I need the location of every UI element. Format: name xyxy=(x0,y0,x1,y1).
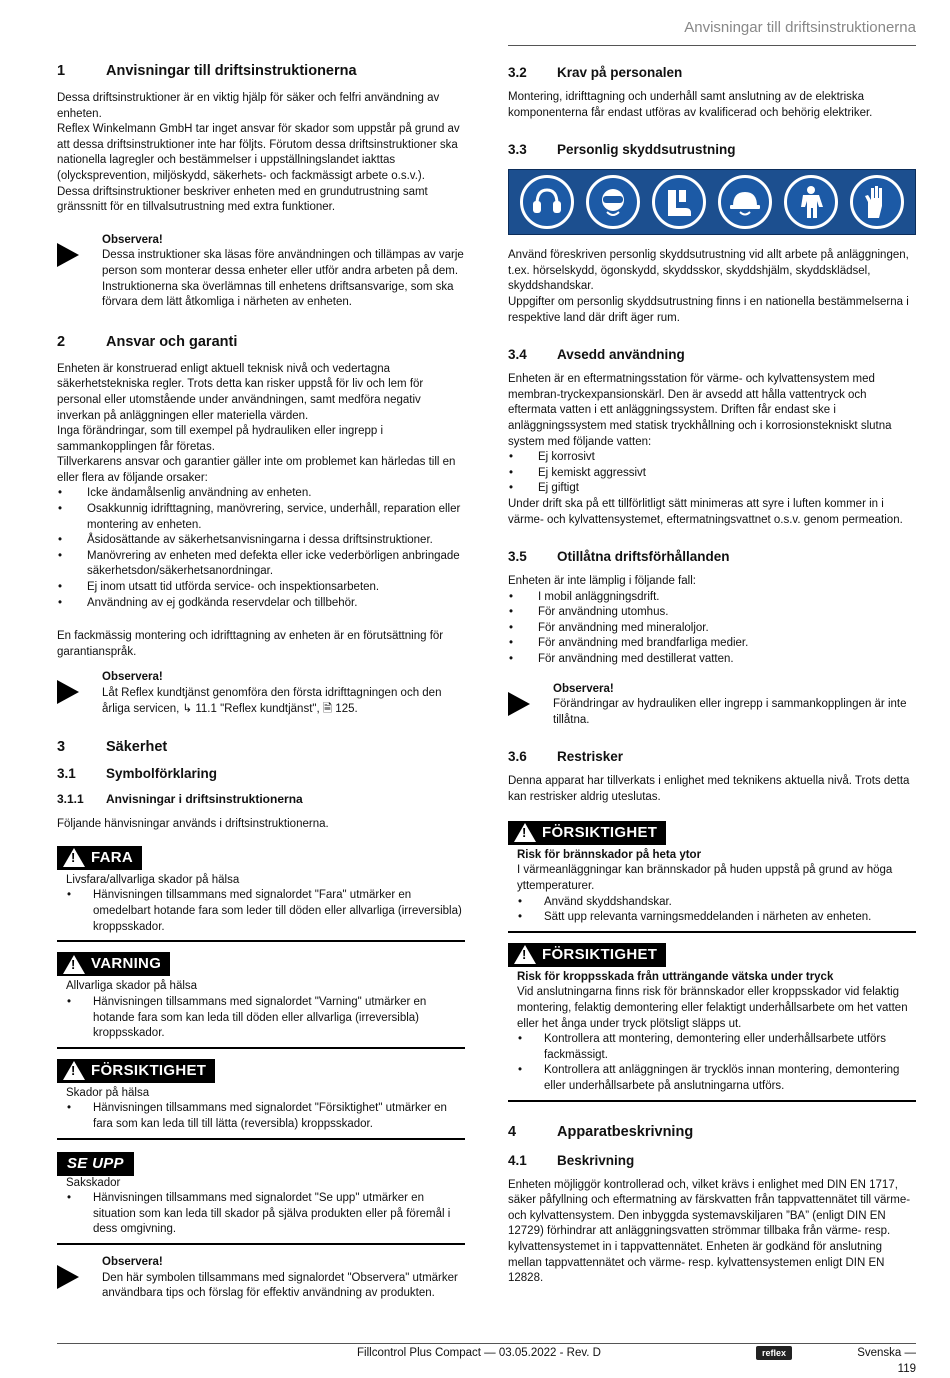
hazard-body xyxy=(57,1176,465,1245)
section-number: 3.5 xyxy=(508,549,527,565)
section-title: Krav på personalen xyxy=(557,65,683,80)
arrow-right-icon xyxy=(57,1255,102,1302)
section-number: 3.4 xyxy=(508,347,527,363)
section-number: 2 xyxy=(57,333,66,350)
water-requirements-list xyxy=(508,450,916,497)
left-column xyxy=(57,58,465,1302)
ppe-icon-strip xyxy=(508,169,916,235)
hazard-seupp xyxy=(57,1152,465,1245)
section-number: 1 xyxy=(57,63,66,79)
caution-pressure-box xyxy=(508,943,916,1102)
warning-triangle-icon xyxy=(63,955,85,974)
paragraph: Reflex Winkelmann GmbH tar inget ansvar för skador som uppstår på grund av att dessa driftsinstruktioner inte har följts. Förutom dessa driftsinstruktioner ska nationella lagregler och bestämmelser i uppställningslandet iakttas (olycksprevention, miljöskydd, säkerhets- och fackmässigt arbete o.s.v.). xyxy=(57,123,460,182)
note-text: Förändringar av hydrauliken eller ingrepp i sammankopplingen är inte tillåtna. xyxy=(553,698,907,726)
signal-word-varning xyxy=(57,952,170,976)
hazard-forsiktighet xyxy=(57,1059,465,1140)
list-item: • Ej kemiskt aggressivt xyxy=(508,466,916,482)
arrow-right-icon xyxy=(57,233,102,311)
note-text: Låt Reflex kundtjänst genomföra den första idrifttagningen och den årliga servicen, ↳ 11.1 "Reflex kundtjänst", 🗎 125. xyxy=(102,687,442,715)
signal-word-forsiktighet xyxy=(57,1059,215,1083)
section-3-6-heading xyxy=(508,748,916,766)
list-item: • Ej giftigt xyxy=(508,481,916,497)
list-item: • Hänvisningen tillsammans med signalordet "Se upp" utmärker en situation som kan leda till skador på själva produkten eller på föremål i dess omgivning. xyxy=(66,1191,465,1238)
section-title: Otillåtna driftsförhållanden xyxy=(557,549,730,565)
list-item: • Hänvisningen tillsammans med signalordet "Försiktighet" utmärker en fara som kan leda till till lätta (reversibla) kroppsskador. xyxy=(66,1101,465,1132)
paragraph: Enheten är en eftermatningsstation för värme- och kylvattensystem med membran-tryckexpansionskärl. Den är avsedd att hålla vattentryck och eftermata vatten i ett anläggningssystem. Driften får endast ske i anläggningssystem med statisk tryckhållning och i korrosionstekniskt slutna system med följande vatten: xyxy=(508,373,892,448)
list-item: • Kontrollera att anläggningen är trycklös innan montering, demontering eller underhållsarbete på anslutningarna utförs. xyxy=(517,1063,916,1094)
section-number: 3.6 xyxy=(508,749,527,765)
hazard-subtitle: Sakskador xyxy=(66,1176,121,1189)
list-item: • Osakkunnig idrifttagning, manövrering, service, underhåll, reparation eller montering av enheten. xyxy=(57,502,465,533)
warning-triangle-icon xyxy=(63,1061,85,1080)
signal-word-fara xyxy=(57,846,142,870)
note-title: Observera! xyxy=(102,671,163,684)
warning-triangle-icon xyxy=(514,945,536,964)
section-title: Säkerhet xyxy=(106,739,168,756)
safety-boots-icon xyxy=(652,175,706,229)
paragraph: Denna apparat har tillverkats i enlighet med teknikens aktuella nivå. Trots detta kan restrisker aldrig uteslutas. xyxy=(508,775,910,804)
signal-word-forsiktighet xyxy=(508,821,666,845)
hazard-body xyxy=(57,979,465,1048)
hazard-subtitle: Livsfara/allvarliga skador på hälsa xyxy=(66,873,240,886)
footer-rule xyxy=(57,1343,916,1344)
section-title: Anvisningar till driftsinstruktionerna xyxy=(106,63,357,79)
list-item: • Manövrering av enheten med defekta eller icke vederbörligen anbringade säkerhetsdon/säkerhetsanordningar. xyxy=(57,549,465,580)
section-1-heading xyxy=(57,61,465,81)
forbidden-conditions-list xyxy=(508,590,916,668)
paragraph: Montering, idrifttagning och underhåll samt anslutning av de elektriska komponenterna får endast utföras av kvalificerad och behörig elektriker. xyxy=(508,91,873,119)
warning-triangle-icon xyxy=(63,848,85,867)
list-item: • Använd skyddshandskar. xyxy=(517,895,916,911)
paragraph: Använd föreskriven personlig skyddsutrustning vid allt arbete på anläggningen, t.ex. hörselskydd, ögonskydd, skyddsskor, skyddshjälm, skyddsklädsel, skyddshandskar. xyxy=(508,249,909,293)
section-number: 3.3 xyxy=(508,142,527,158)
note-box xyxy=(57,233,465,311)
hard-hat-icon xyxy=(718,175,772,229)
section-4-1-heading xyxy=(508,1152,916,1170)
list-item: • Hänvisningen tillsammans med signalordet "Fara" utmärker en omedelbart hotande fara som leder till döden eller allvarliga (irreversibla) kroppsskador. xyxy=(66,888,465,935)
list-item: • Åsidosättande av säkerhetsanvisningarna i dessa driftsinstruktioner. xyxy=(57,533,465,549)
note-title: Observera! xyxy=(102,233,163,246)
paragraph: Under drift ska på ett tillförlitligt sätt minimeras att syre i luften kommer in i värme- och kylvattensystemet, eftermatningsvattnet o.s.v. genom permeation. xyxy=(508,497,903,526)
list-item: • Icke ändamålsenlig användning av enheten. xyxy=(57,486,465,502)
arrow-right-icon xyxy=(508,682,553,729)
signal-label: FÖRSIKTIGHET xyxy=(91,1061,207,1079)
paragraph: Enheten är konstruerad enligt aktuell teknisk nivå och vedertagna säkerhetstekniska regler. Trots detta kan risker uppstå för liv och lem för personal eller utomstående under användningen, samt medföra negativ inverkan på anläggningen eller materiella värden. xyxy=(57,362,424,422)
section-3-2-heading xyxy=(508,64,916,82)
section-3-5-heading xyxy=(508,548,916,566)
signal-label: FARA xyxy=(91,848,134,866)
ear-protection-icon xyxy=(520,175,574,229)
hazard-varning xyxy=(57,952,465,1048)
footer-product: Fillcontrol Plus Compact — 03.05.2022 - Rev. D xyxy=(357,1347,601,1359)
section-title: Anvisningar i driftsinstruktionerna xyxy=(106,792,303,807)
section-4-heading xyxy=(508,1122,916,1142)
section-title: Personlig skyddsutrustning xyxy=(557,142,736,158)
section-3-1-1-heading xyxy=(57,791,465,807)
signal-word-forsiktighet xyxy=(508,943,666,967)
section-title: Ansvar och garanti xyxy=(106,333,238,350)
list-item: • För användning med mineraloljor. xyxy=(508,621,916,637)
liability-list xyxy=(57,486,465,611)
hazard-body xyxy=(57,1086,465,1140)
section-3-3-heading xyxy=(508,141,916,159)
signal-label: FÖRSIKTIGHET xyxy=(542,823,658,841)
hazard-subtitle: Skador på hälsa xyxy=(66,1086,150,1099)
footer-page: Svenska — 119 xyxy=(857,1347,916,1375)
section-number: 4 xyxy=(508,1123,517,1140)
section-title: Symbolförklaring xyxy=(106,766,218,782)
section-3-heading xyxy=(57,737,465,757)
header-rule xyxy=(508,45,916,46)
paragraph: En fackmässig montering och idrifttagning av enheten är en förutsättning för garantianspråk. xyxy=(57,630,444,658)
hazard-body xyxy=(57,873,465,942)
hazard-text: I värmeanläggningar kan brännskador på huden uppstå på grund av höga yttemperaturer. xyxy=(517,864,893,892)
signal-label: VARNING xyxy=(91,955,162,973)
paragraph: Enheten möjliggör kontrollerad och, vilket krävs i enlighet med DIN EN 1717, säker påfyllning och eftermatning av färskvatten från tappvattennätet till värme- och kylvattensystem. Den inbyggda systemavskiljaren ”BA” (enligt DIN EN 12729) förhindrar att anläggningsvatten strömmar tillbaka från värme- resp. kylvattensystemet in i tappvattennätet. Enheten är godkänd för anslutning mellan tappvattennätet och värme- resp. kylvattensystemen enligt DIN EN 12828. xyxy=(508,1178,911,1285)
section-3-1-heading xyxy=(57,765,465,783)
paragraph: Följande hänvisningar används i driftsinstruktionerna. xyxy=(57,818,329,831)
hazard-subtitle: Risk för kroppsskada från utträngande vätska under tryck xyxy=(517,970,834,983)
section-title: Restrisker xyxy=(557,749,624,765)
section-2-heading xyxy=(57,332,465,352)
section-title: Beskrivning xyxy=(557,1152,635,1168)
paragraph: Tillverkarens ansvar och garantier gäller inte om problemet kan härledas till en eller flera av följande orsaker: xyxy=(57,456,456,484)
list-item: • Användning av ej godkända reservdelar och tillbehör. xyxy=(57,596,465,612)
goggles-icon xyxy=(586,175,640,229)
list-item: • Ej inom utsatt tid utförda service- och inspektionsarbeten. xyxy=(57,580,465,596)
list-item: • För användning med brandfarliga medier. xyxy=(508,636,916,652)
section-number: 3.2 xyxy=(508,65,527,80)
note-box xyxy=(57,1255,465,1302)
hazard-subtitle: Risk för brännskador på heta ytor xyxy=(517,848,702,861)
protective-suit-icon xyxy=(784,175,838,229)
section-3-4-heading xyxy=(508,346,916,364)
section-number: 3.1.1 xyxy=(57,792,84,807)
hazard-body xyxy=(508,970,916,1102)
section-number: 3.1 xyxy=(57,766,76,782)
note-text: Den här symbolen tillsammans med signalordet "Observera" utmärker användbara tips och förslag för effektiv användning av produkten. xyxy=(102,1271,458,1300)
caution-burn-box xyxy=(508,821,916,933)
list-item: • I mobil anläggningsdrift. xyxy=(508,590,916,606)
note-text: Dessa instruktioner ska läsas före användningen och tillämpas av varje person som monterar dessa enheter eller utför andra arbeten på dem. Instruktionerna ska överlämnas till enhetens driftsansvarige, som ska förvara dem lätt åtkomliga i närheten av enheten. xyxy=(102,249,464,309)
note-title: Observera! xyxy=(102,1255,163,1268)
section-title: Apparatbeskrivning xyxy=(557,1123,694,1140)
paragraph: Uppgifter om personlig skyddsutrustning finns i en nationella bestämmelserna i respektive land där drift äger rum. xyxy=(508,295,909,324)
list-item: • Ej korrosivt xyxy=(508,450,916,466)
warning-triangle-icon xyxy=(514,823,536,842)
hazard-fara xyxy=(57,846,465,942)
note-box xyxy=(508,682,916,729)
signal-label: FÖRSIKTIGHET xyxy=(542,945,658,963)
paragraph: Dessa driftsinstruktioner beskriver enheten med en grundutrustning samt gränssnitt för en tillvalsutrustning med extra funktioner. xyxy=(57,185,428,214)
paragraph: Enheten är inte lämplig i följande fall: xyxy=(508,575,696,588)
section-number: 4.1 xyxy=(508,1152,527,1168)
list-item: • Hänvisningen tillsammans med signalordet "Varning" utmärker en hotande fara som kan leda till döden eller allvarliga (irreversibla) kroppsskador. xyxy=(66,995,465,1042)
list-item: • För användning utomhus. xyxy=(508,605,916,621)
reflex-logo: reflex xyxy=(756,1346,792,1360)
section-title: Avsedd användning xyxy=(557,347,685,363)
list-item: • Kontrollera att montering, demontering eller underhållsarbete utförs fackmässigt. xyxy=(517,1032,916,1063)
gloves-icon xyxy=(850,175,904,229)
hazard-subtitle: Allvarliga skador på hälsa xyxy=(66,980,198,993)
paragraph: Inga förändringar, som till exempel på hydrauliken eller ingrepp i sammankopplingen får företas. xyxy=(57,425,384,453)
right-column xyxy=(508,58,916,1287)
list-item: • För användning med destillerat vatten. xyxy=(508,652,916,668)
paragraph: Dessa driftsinstruktioner är en viktig hjälp för säker och felfri användning av enheten. xyxy=(57,92,440,120)
arrow-right-icon xyxy=(57,670,102,717)
hazard-body xyxy=(508,848,916,933)
note-box xyxy=(57,670,465,717)
signal-word-seupp: SE UPP xyxy=(57,1152,134,1176)
hazard-text: Vid anslutningarna finns risk för brännskador eller kroppsskador vid felaktig montering, felaktig demontering eller felaktigt underhållsarbete om het vatten eller het ånga under tryck plötsligt släpps ut. xyxy=(517,986,908,1030)
running-title: Anvisningar till driftsinstruktionerna xyxy=(684,19,916,36)
list-item: • Sätt upp relevanta varningsmeddelanden i närheten av enheten. xyxy=(517,910,916,926)
note-title: Observera! xyxy=(553,682,614,695)
section-number: 3 xyxy=(57,739,66,756)
